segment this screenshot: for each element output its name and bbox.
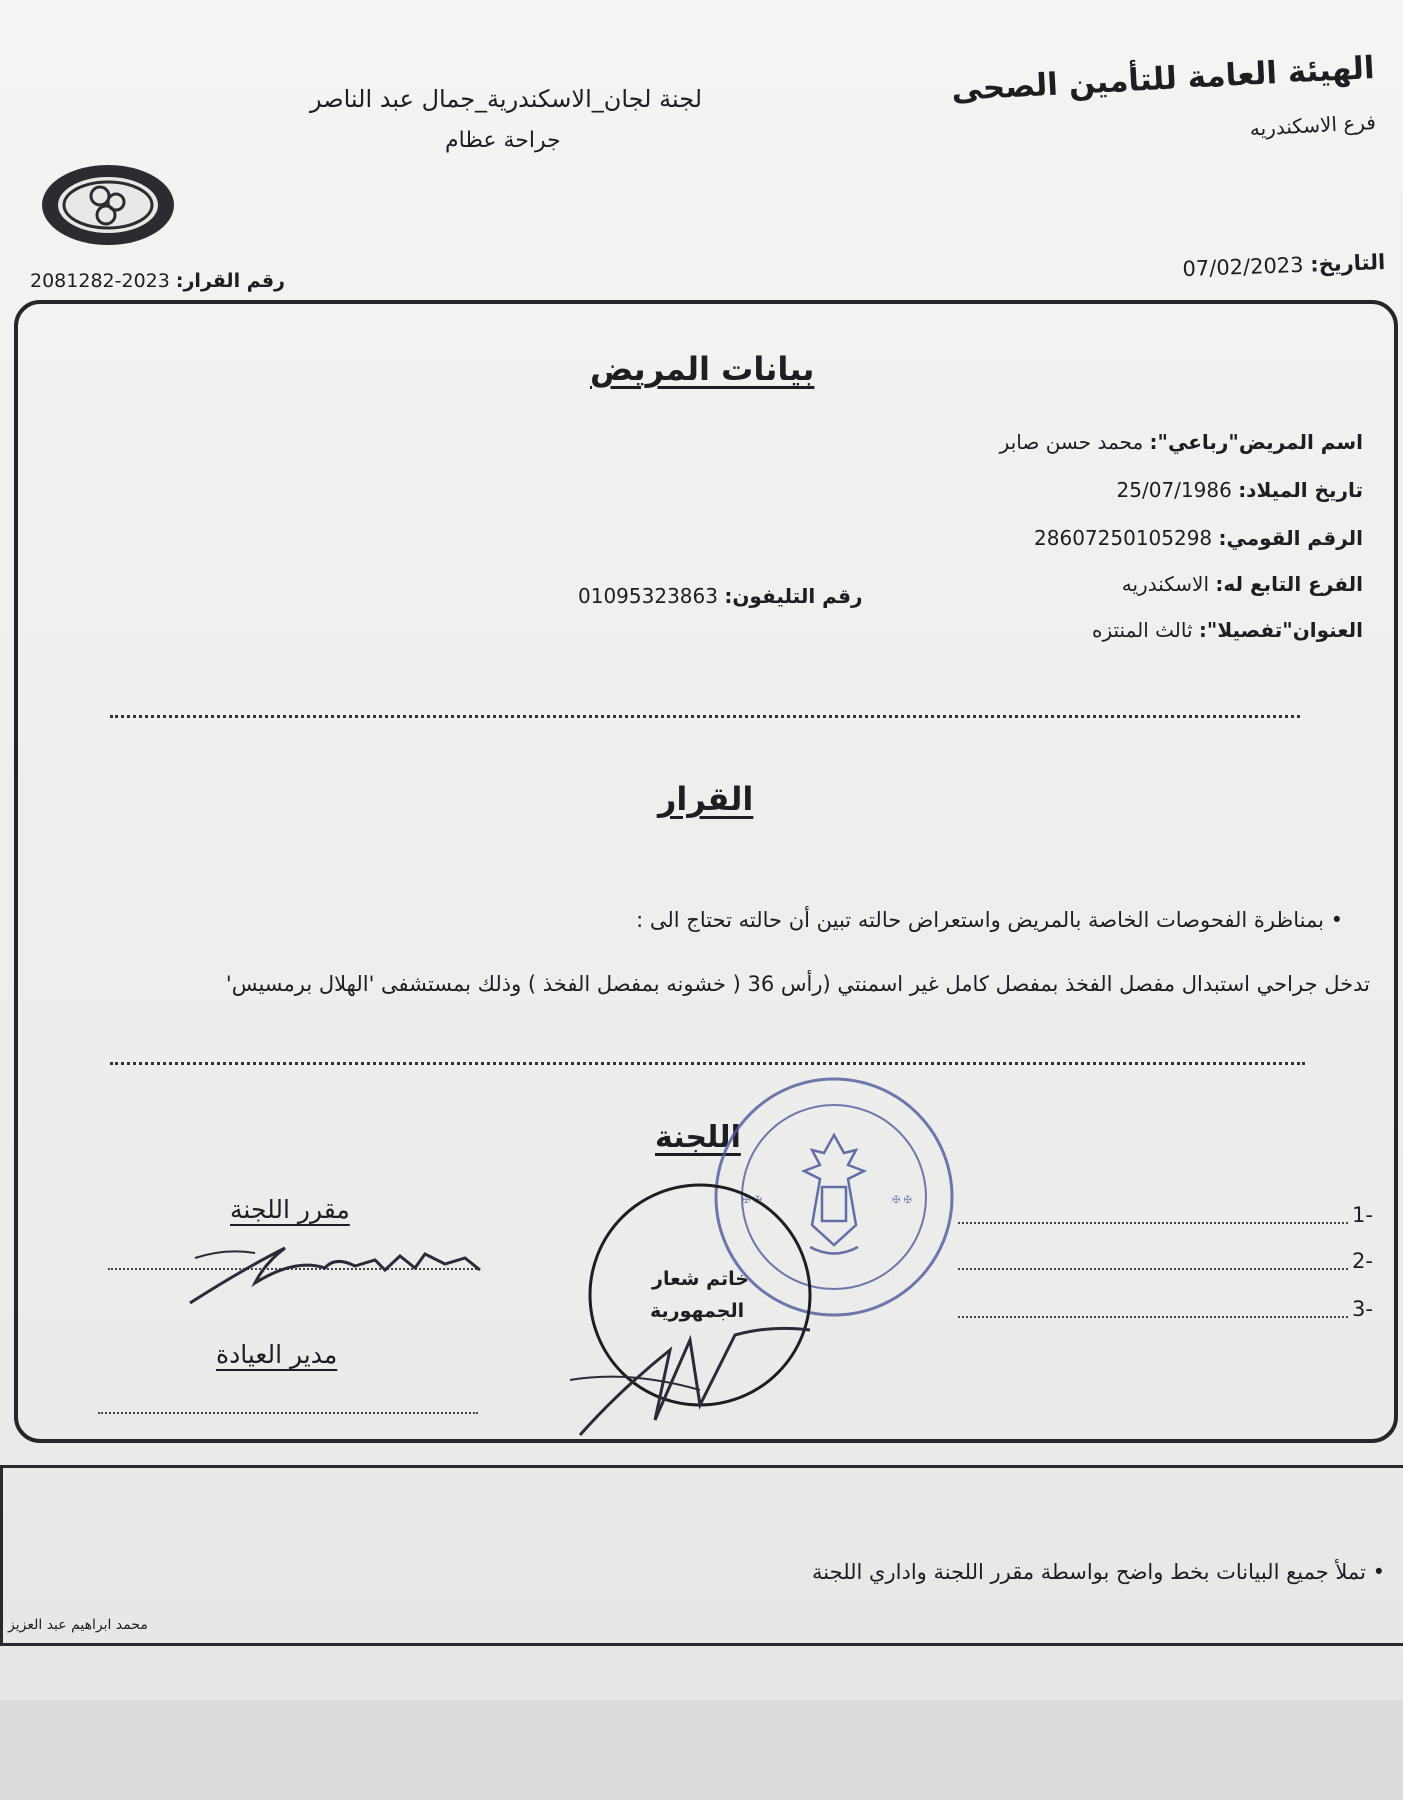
decision-section-title: القرار (658, 780, 754, 818)
clinic-director-title: مدير العيادة (216, 1340, 338, 1369)
decision-text: تدخل جراحي استبدال مفصل الفخذ بمفصل كامل غير اسمنتي (رأس 36 ( خشونه بمفصل الفخذ ) وذلك بمستشفى 'الهلال برمسيس' (225, 972, 1370, 996)
footer-prepared-by: محمد ابراهيم عبد العزيز (8, 1617, 148, 1633)
national-id-label: الرقم القومي: (1218, 526, 1363, 550)
member-number-3: 3- (1352, 1297, 1373, 1321)
decision-intro-text: بمناظرة الفحوصات الخاصة بالمريض واستعراض حالته تبين أن حالته تحتاج الى : (636, 908, 1324, 932)
birth-date-value: 25/07/1986 (1116, 478, 1232, 502)
organization-name: الهيئة العامة للتأمين الصحى (950, 50, 1375, 109)
address-value: ثالث المنتزه (1092, 618, 1193, 642)
date-line (1182, 250, 1386, 281)
rapporteur-signature-icon (185, 1228, 485, 1308)
clinic-director-signature-icon (560, 1310, 820, 1440)
svg-text:✠ ✠: ✠ ✠ (742, 1195, 762, 1206)
national-id-value: 28607250105298 (1034, 526, 1213, 550)
committee-section-title: اللجنة (655, 1120, 741, 1155)
department-name: جراحة عظام (445, 128, 561, 153)
patient-name-label: اسم المريض"رباعي": (1149, 430, 1363, 454)
separator-dots (110, 1062, 1305, 1065)
birth-date-label: تاريخ الميلاد: (1238, 478, 1363, 502)
republic-seal-text-1: خاتم شعار (652, 1268, 749, 1290)
branch-name: فرع الاسكندريه (1249, 110, 1377, 141)
footer-instruction-text: تملأ جميع البيانات بخط واضح بواسطة مقرر اللجنة واداري اللجنة (812, 1560, 1366, 1584)
date-label: التاريخ: (1309, 250, 1386, 277)
birth-date-field (1117, 478, 1363, 502)
date-value: 07/02/2023 (1182, 252, 1305, 282)
member-line-1 (958, 1222, 1348, 1224)
patient-branch-field (1122, 572, 1363, 596)
member-line-2 (958, 1268, 1348, 1270)
member-number-1: 1- (1352, 1203, 1373, 1227)
patient-section-title: بيانات المريض (590, 350, 815, 388)
phone-field (578, 584, 862, 608)
decision-number (30, 270, 285, 292)
rapporteur-title: مقرر اللجنة (230, 1195, 350, 1224)
address-label: العنوان"تفصيلا": (1198, 618, 1363, 642)
republic-seal-text-2: الجمهورية (650, 1300, 745, 1322)
patient-name-field (1000, 430, 1363, 454)
phone-value: 01095323863 (578, 584, 718, 608)
patient-branch-label: الفرع التابع له: (1215, 572, 1363, 596)
patient-name-value: محمد حسن صابر (999, 430, 1144, 454)
decision-number-label: رقم القرار: (175, 270, 285, 292)
clinic-director-signature-line (98, 1412, 478, 1414)
address-field (1092, 618, 1363, 642)
decision-number-value: 2023-2081282 (30, 270, 170, 292)
bullet-icon: • (1323, 908, 1343, 932)
insurance-logo-icon (38, 160, 178, 250)
member-line-3 (958, 1316, 1348, 1318)
svg-text:✠ ✠: ✠ ✠ (892, 1195, 912, 1206)
decision-bullet-line (636, 908, 1343, 932)
footer-instruction (812, 1560, 1385, 1584)
committee-name: لجنة لجان_الاسكندرية_جمال عبد الناصر (310, 85, 703, 113)
national-id-field (1034, 526, 1363, 550)
footer-bullet-icon: • (1372, 1560, 1385, 1584)
separator-dots (110, 715, 1300, 718)
footer-box (0, 1465, 1403, 1646)
patient-branch-value: الاسكندريه (1121, 572, 1209, 596)
member-number-2: 2- (1352, 1249, 1373, 1273)
phone-label: رقم التليفون: (724, 584, 863, 608)
